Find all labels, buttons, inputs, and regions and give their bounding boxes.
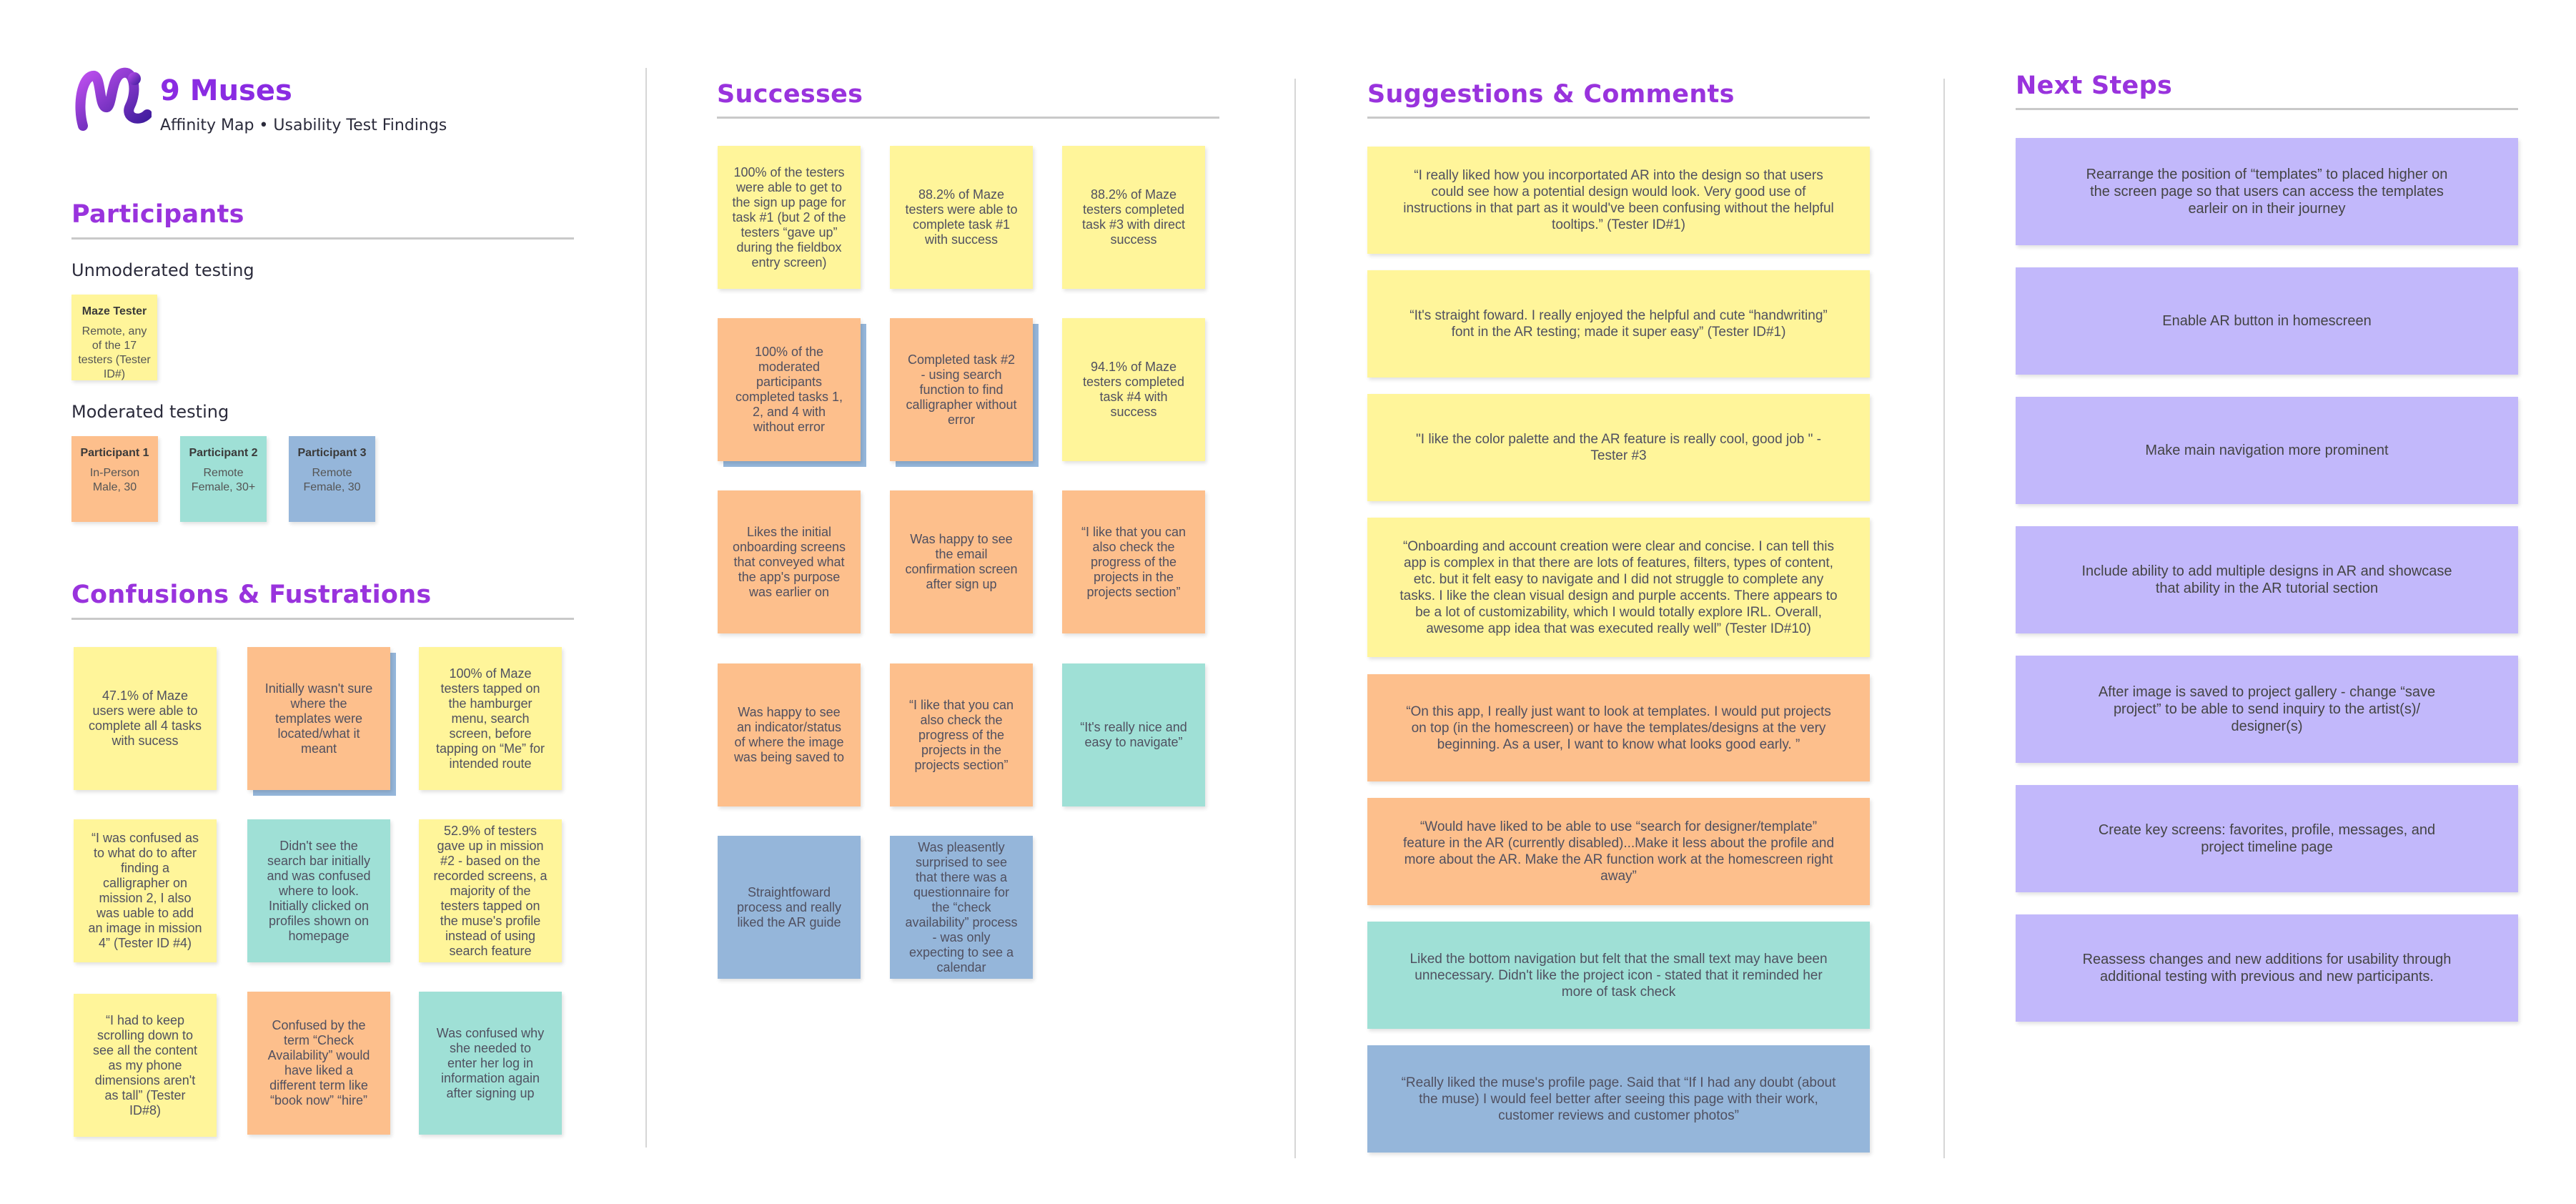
success-note: 100% of the moderated participants completed tasks 1, 2, and 4 with without error	[718, 318, 861, 461]
confusion-note: Confused by the term “Check Availability” would have liked a different term like “book now” “hire”	[247, 992, 390, 1135]
success-note: 88.2% of Maze testers were able to complete task #1 with success	[890, 146, 1033, 289]
participant-detail: Female, 30+	[191, 481, 256, 493]
confusion-note: 52.9% of testers gave up in mission #2 - based on the recorded screens, a majority of the testers tapped on the muse's profile instead of using search feature	[419, 819, 562, 962]
next-steps-rule	[2016, 108, 2518, 110]
confusion-note: “I had to keep scrolling down to see all the content as my phone dimensions aren't as tall” (Tester ID#8)	[74, 994, 217, 1137]
maze-tester-title: Maze Tester	[81, 305, 147, 317]
participants-heading: Participants	[71, 200, 244, 229]
success-note: Completed task #2 - using search function to find calligrapher without error	[890, 318, 1033, 461]
app-title: 9 Muses	[160, 74, 292, 107]
participant-3-card	[289, 436, 375, 522]
participant-title: Participant 2	[189, 447, 258, 459]
suggestion-note: Liked the bottom navigation but felt that the small text may have been unnecessary. Didn't like the project icon - stated that it reminded her more of task check	[1367, 922, 1870, 1029]
participant-detail: Male, 30	[92, 481, 137, 493]
suggestion-note: “On this app, I really just want to look at templates. I would put projects on top (in the homescreen) or have the templates/designs at the very beginning. As a user, I want to know what looks good early. ”	[1367, 674, 1870, 781]
app-subtitle: Affinity Map • Usability Test Findings	[160, 117, 447, 134]
success-note: 100% of the testers were able to get to the sign up page for task #1 (but 2 of the testers “gave up” during the fieldbox entry screen)	[718, 146, 861, 289]
column-divider	[645, 68, 647, 1148]
next-step-note: Include ability to add multiple designs in AR and showcase that ability in the AR tutorial section	[2016, 526, 2518, 633]
success-note: “I like that you can also check the progress of the projects in the projects section”	[1062, 490, 1205, 633]
successes-rule	[717, 117, 1219, 119]
confusion-note: Initially wasn't sure where the templates were located/what it meant	[247, 647, 390, 790]
confusion-note: “I was confused as to what do to after finding a calligrapher on mission 2, I also was uable to add an image in mission 4” (Tester ID #4)	[74, 819, 217, 962]
column-divider	[1943, 79, 1945, 1158]
next-step-note: After image is saved to project gallery - change “save project” to be able to send inquiry to the artist(s)/ designer(s)	[2016, 656, 2518, 763]
next-step-note: Make main navigation more prominent	[2016, 397, 2518, 504]
success-note: “It's really nice and easy to navigate”	[1062, 663, 1205, 806]
next-step-note: Enable AR button in homescreen	[2016, 267, 2518, 375]
suggestion-note: “Really liked the muse's profile page. Said that “If I had any doubt (about the muse) I would feel better after seeing this page with their work, customer reviews and customer photos”	[1367, 1045, 1870, 1153]
confusion-note: Was confused why she needed to enter her log in information again after signing up	[419, 992, 562, 1135]
confusions-heading: Confusions & Fustrations	[71, 581, 432, 609]
confusions-rule	[71, 618, 574, 620]
unmoderated-label: Unmoderated testing	[71, 260, 254, 280]
column-divider	[1294, 79, 1296, 1158]
logo	[73, 63, 152, 134]
successes-heading: Successes	[717, 80, 863, 109]
success-note: Straightfoward process and really liked the AR guide	[718, 836, 861, 979]
success-note: 94.1% of Maze testers completed task #4 with success	[1062, 318, 1205, 461]
success-note: Was happy to see an indicator/status of where the image was being saved to	[718, 663, 861, 806]
success-note: Was pleasently surprised to see that there was a questionnaire for the “check availability” process - was only expecting to see a calendar	[890, 836, 1033, 979]
participant-detail: In-Person	[89, 467, 140, 479]
moderated-label: Moderated testing	[71, 402, 229, 422]
participant-title: Participant 1	[80, 447, 149, 459]
success-note: Was happy to see the email confirmation screen after sign up	[890, 490, 1033, 633]
suggestion-note: “It's straight foward. I really enjoyed the helpful and cute “handwriting” font in the AR testing; made it super easy” (Tester ID#1)	[1367, 270, 1870, 378]
participant-2-card	[180, 436, 267, 522]
confusion-note: Didn't see the search bar initially and was confused where to look. Initially clicked on profiles shown on homepage	[247, 819, 390, 962]
suggestion-note: “I really liked how you incorportated AR into the design so that users could see how a potential design would look. Very good use of instructions in that part as it would've been confusing without the helpful tooltips.” (Tester ID#1)	[1367, 147, 1870, 254]
suggestions-rule	[1367, 117, 1870, 119]
participant-1-card	[71, 436, 158, 522]
next-step-note: Reassess changes and new additions for usability through additional testing with previous and new participants.	[2016, 914, 2518, 1022]
confusion-note: 100% of Maze testers tapped on the hamburger menu, search screen, before tapping on “Me” for intended route	[419, 647, 562, 790]
participant-title: Participant 3	[297, 447, 367, 459]
suggestion-note: “Onboarding and account creation were clear and concise. I can tell this app is complex in that there are lots of features, filters, types of content, etc. but it felt easy to navigate and I did not struggle to complete any tasks. I like the clean visual design and purple accents. There appears to be a lot of customizability, which I would totally explore IRL. Overall, awesome app idea that was executed really well” (Tester ID#10)	[1367, 518, 1870, 657]
next-step-note: Rearrange the position of “templates” to placed higher on the screen page so that users can access the templates earleir on in their journey	[2016, 138, 2518, 245]
maze-tester-body: Remote, any of the 17 testers (Tester ID#)	[78, 325, 151, 380]
next-step-note: Create key screens: favorites, profile, messages, and project timeline page	[2016, 785, 2518, 892]
suggestions-heading: Suggestions & Comments	[1367, 80, 1735, 109]
next-steps-heading: Next Steps	[2016, 71, 2173, 100]
participant-detail: Female, 30	[303, 481, 361, 493]
success-note: “I like that you can also check the progress of the projects in the projects section”	[890, 663, 1033, 806]
muse-logo-icon	[73, 63, 152, 134]
participant-detail: Remote	[203, 467, 244, 479]
maze-tester-card	[71, 295, 157, 380]
success-note: Likes the initial onboarding screens that conveyed what the app's purpose was earlier on	[718, 490, 861, 633]
success-note: 88.2% of Maze testers completed task #3 with direct success	[1062, 146, 1205, 289]
participants-rule	[71, 237, 574, 240]
participant-detail: Remote	[312, 467, 352, 479]
confusion-note: 47.1% of Maze users were able to complete all 4 tasks with sucess	[74, 647, 217, 790]
suggestion-note: "I like the color palette and the AR feature is really cool, good job " - Tester #3	[1367, 394, 1870, 501]
suggestion-note: “Would have liked to be able to use “search for designer/template” feature in the AR (currently disabled)...Make it less about the profile and more about the AR. Make the AR function work at the homescreen right away”	[1367, 798, 1870, 905]
